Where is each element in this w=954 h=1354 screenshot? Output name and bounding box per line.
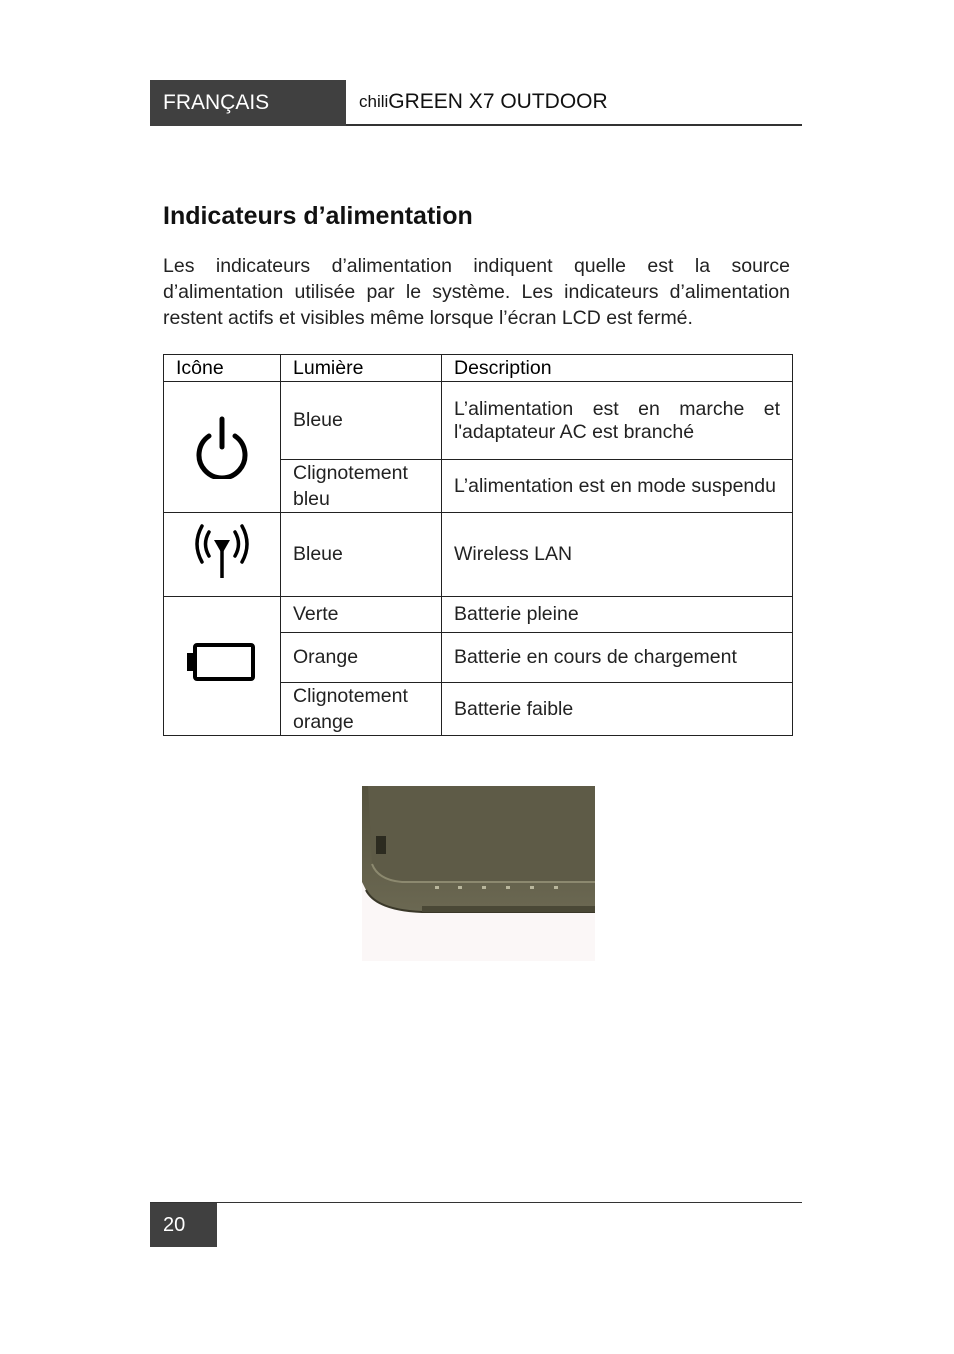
- table-row: [164, 597, 793, 633]
- product-brand: chili: [359, 92, 389, 111]
- header-light: Lumière: [281, 355, 442, 382]
- header-language-tab: [150, 80, 346, 126]
- light-cell: Orange: [281, 633, 442, 683]
- wireless-icon-cell: [164, 513, 281, 597]
- description-cell: Wireless LAN: [442, 513, 793, 597]
- page-number-tab: [150, 1203, 217, 1247]
- battery-icon: [185, 641, 259, 685]
- power-icon: [192, 409, 252, 479]
- laptop-indicator-photo: [362, 786, 595, 961]
- light-cell: Clignotement bleu: [281, 460, 442, 513]
- intro-paragraph: Les indicateurs d’alimentation indiquent quelle est la source d’alimentation utilisée par le système. Les indicateurs d’alimentation restent actifs et visibles même lorsque l’écran LCD est fermé.: [163, 255, 790, 329]
- footer-rule: [150, 1202, 802, 1203]
- description-cell: Batterie en cours de chargement: [442, 633, 793, 683]
- section-title: Indicateurs d’alimentation: [163, 202, 473, 230]
- description-text: L’alimentation est en marche et l'adaptateur AC est branché: [454, 397, 780, 443]
- laptop-edge-image: [362, 786, 595, 961]
- light-cell: Clignotement orange: [281, 683, 442, 736]
- battery-icon-cell: [164, 597, 281, 736]
- header-icon: Icône: [164, 355, 281, 382]
- light-cell: Bleue: [281, 513, 442, 597]
- light-cell: Verte: [281, 597, 442, 633]
- indicator-table: [163, 354, 793, 736]
- table-header-row: [164, 355, 793, 382]
- header-language: FRANÇAIS: [163, 91, 270, 114]
- description-cell: Batterie pleine: [442, 597, 793, 633]
- header-product-title: [346, 80, 802, 126]
- table-row: [164, 513, 793, 597]
- description-cell: [442, 382, 793, 460]
- table-row: [164, 382, 793, 460]
- description-cell: Batterie faible: [442, 683, 793, 736]
- header-description: Description: [442, 355, 793, 382]
- page-number: 20: [163, 1213, 186, 1236]
- power-icon-cell: [164, 382, 281, 513]
- product-model: GREEN X7 OUTDOOR: [388, 90, 608, 113]
- light-cell: Bleue: [281, 382, 442, 460]
- description-cell: [442, 460, 793, 513]
- description-text: L’alimentation est en mode suspendu: [454, 475, 776, 497]
- wireless-antenna-icon: [190, 520, 254, 584]
